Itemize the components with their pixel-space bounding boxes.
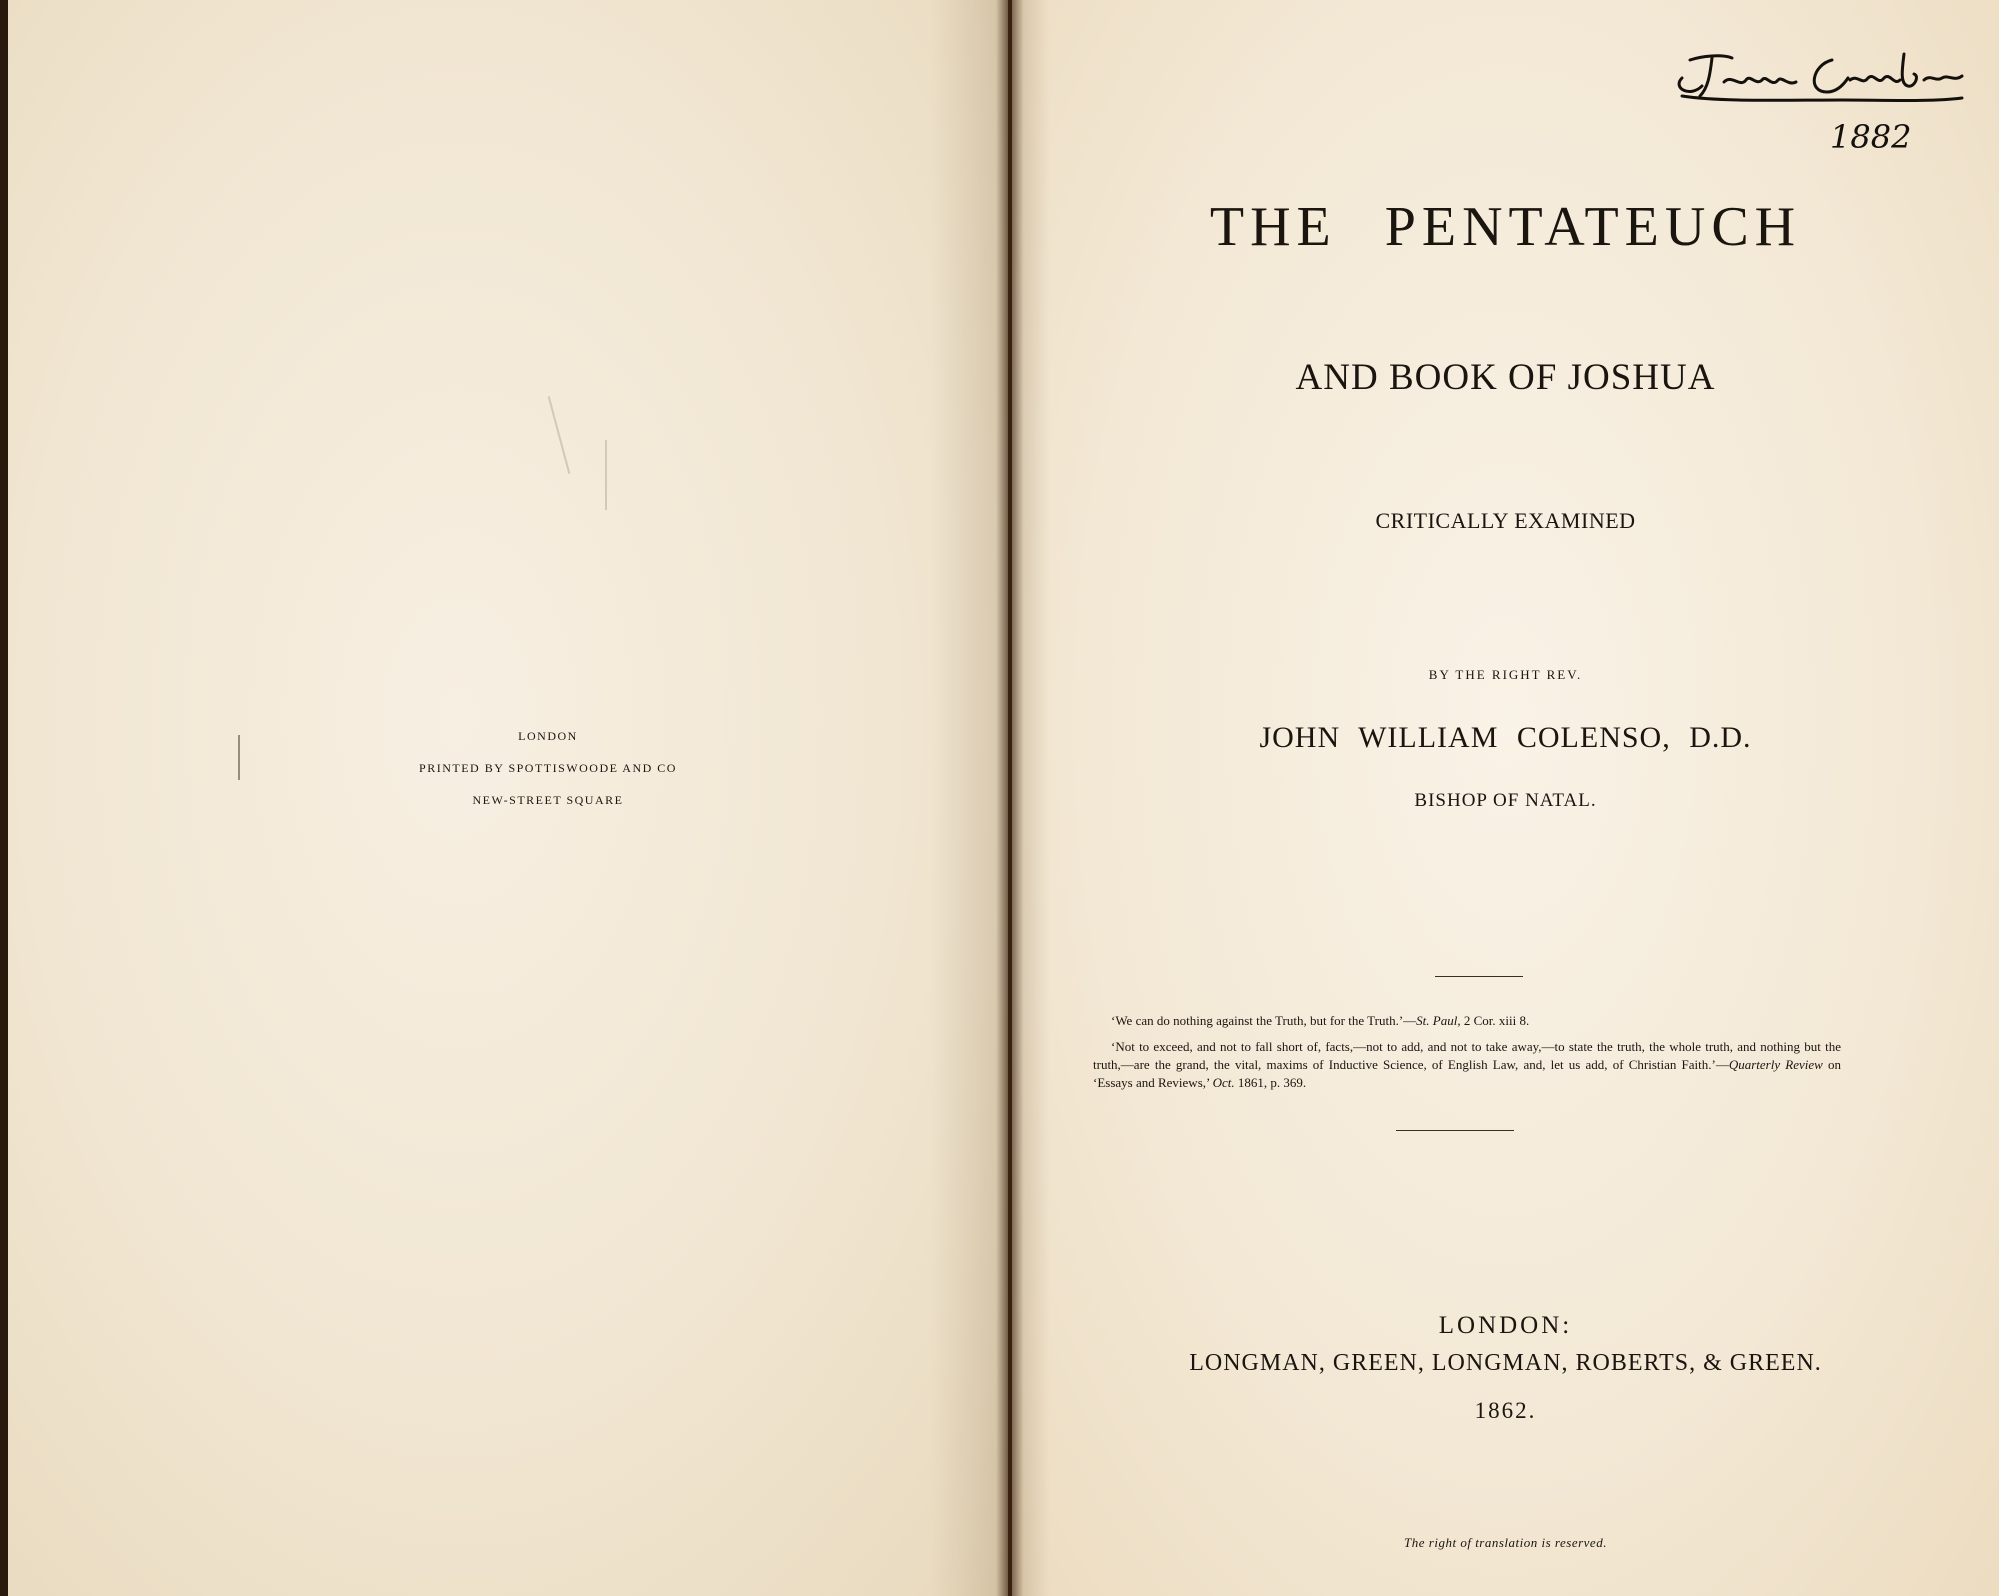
epigraph-quote: [1093, 1012, 1841, 1030]
paper-crease: [605, 440, 607, 510]
quote-text: ‘We can do nothing against the Truth, but for the Truth.’—: [1111, 1013, 1417, 1028]
imprint-line: NEW-STREET SQUARE: [472, 793, 624, 807]
right-page: [1012, 0, 1999, 1596]
paper-crease: [238, 735, 240, 780]
quote-ref: on ‘Essays and Reviews,’: [1093, 1057, 1841, 1090]
quote-date: Oct.: [1212, 1075, 1235, 1090]
quote-source: St. Paul,: [1416, 1013, 1461, 1028]
by-line: BY THE RIGHT REV.: [1428, 667, 1583, 682]
author-title: BISHOP OF NATAL.: [1414, 790, 1597, 811]
signature-year: 1882: [1830, 118, 1912, 156]
book-subtitle-2: CRITICALLY EXAMINED: [1375, 508, 1636, 533]
imprint-line: PRINTED BY SPOTTISWOODE AND CO: [419, 761, 677, 775]
divider-rule: [1435, 976, 1523, 977]
paper-crease: [548, 396, 571, 474]
quote-ref: 2 Cor. xiii 8.: [1460, 1013, 1530, 1028]
quote-source: Quarterly Review: [1728, 1057, 1823, 1072]
quote-tail: 1861, p. 369.: [1234, 1075, 1307, 1090]
book-title: THE PENTATEUCH: [1209, 196, 1802, 258]
publisher-city: LONDON:: [1438, 1312, 1573, 1339]
printer-imprint: [368, 720, 728, 816]
left-page: [8, 0, 1008, 1596]
publisher-name: LONGMAN, GREEN, LONGMAN, ROBERTS, & GREEN.: [1189, 1350, 1822, 1376]
handwritten-signature: [1662, 30, 1982, 170]
divider-rule: [1396, 1130, 1514, 1131]
rights-notice: The right of translation is reserved.: [1404, 1535, 1607, 1550]
quote-text: ‘Not to exceed, and not to fall short of, facts,—not to add, and not to take away,—to state the truth, the whole truth, and nothing but the truth,—are the grand, the vital, maxims of Inductive Science, of English Law, and, let us add, of Christian Faith.’—: [1093, 1039, 1841, 1072]
book-subtitle: AND BOOK OF JOSHUA: [1295, 357, 1716, 398]
author-name: JOHN WILLIAM COLENSO, D.D.: [1259, 721, 1752, 754]
epigraph-quote: [1093, 1038, 1841, 1092]
publication-year: 1862.: [1474, 1398, 1537, 1423]
imprint-line: LONDON: [518, 729, 578, 743]
